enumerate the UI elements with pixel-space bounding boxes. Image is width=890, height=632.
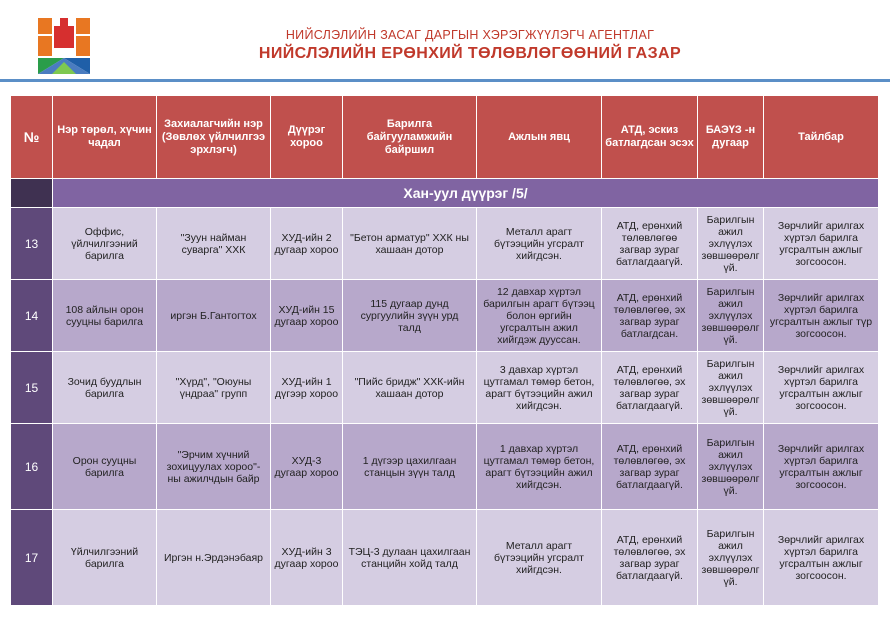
row-number: 14 xyxy=(11,280,53,352)
column-header-note: Тайлбар xyxy=(764,96,879,179)
district-row xyxy=(11,179,879,208)
agency-logo-icon xyxy=(38,18,90,74)
row-number: 15 xyxy=(11,352,53,424)
column-header-approval: АТД, эскиз батлагдсан эсэх xyxy=(602,96,698,179)
cell-district: ХУД-ийн 2 дугаар хороо xyxy=(271,208,343,280)
cell-district: ХУД-ийн 3 дугаар хороо xyxy=(271,510,343,606)
row-number: 13 xyxy=(11,208,53,280)
header-divider xyxy=(0,79,890,82)
cell-location: "Бетон арматур" ХХК ны хашаан дотор xyxy=(343,208,477,280)
cell-district: ХУД-ийн 1 дүгээр хороо xyxy=(271,352,343,424)
cell-district: ХУД-3 дугаар хороо xyxy=(271,424,343,510)
cell-approval: АТД, ерөнхий төлөвлөгөө загвар зураг батлагдаагүй. xyxy=(602,208,698,280)
cell-permit: Барилгын ажил эхлүүлэх зөвшөөрөлг үй. xyxy=(698,208,764,280)
cell-progress: Металл арагт бүтээцийн угсралт хийгдсэн. xyxy=(477,208,602,280)
cell-location: ТЭЦ-3 дулаан цахилгаан станцийн хойд талд xyxy=(343,510,477,606)
column-header-number: № xyxy=(11,96,53,179)
row-number: 17 xyxy=(11,510,53,606)
table-header-row xyxy=(11,96,879,179)
cell-note: Зөрчлийг арилгах хүртэл барилга угсралтын ажлыг зогсоосон. xyxy=(764,424,879,510)
cell-permit: Барилгын ажил эхлүүлэх зөвшөөрөлг үй. xyxy=(698,280,764,352)
agency-title: НИЙСЛЭЛИЙН ЗАСАГ ДАРГЫН ХЭРЭГЖҮҮЛЭГЧ АГЕНТЛАГ xyxy=(285,28,655,42)
cell-location: 1 дүгээр цахилгаан станцын зүүн талд xyxy=(343,424,477,510)
cell-client: "Эрчим хүчний зохицуулах хороо"- ны ажилчдын байр xyxy=(157,424,271,510)
cell-permit: Барилгын ажил эхлүүлэх зөвшөөрөлг үй. xyxy=(698,510,764,606)
construction-table xyxy=(10,95,879,606)
district-row-spacer xyxy=(11,179,53,208)
row-number: 16 xyxy=(11,424,53,510)
table-row xyxy=(11,424,879,510)
cell-client: иргэн Б.Гантогтох xyxy=(157,280,271,352)
cell-note: Зөрчлийг арилгах хүртэл барилга угсралтын ажлыг зогсоосон. xyxy=(764,208,879,280)
cell-progress: 12 давхар хүртэл барилгын арагт бүтээц болон өргийн угсралтын ажил хийгдэж дууссан. xyxy=(477,280,602,352)
column-header-client: Захиалагчийн нэр (Зөвлөх үйлчилгээ эрхлэгч) xyxy=(157,96,271,179)
cell-approval: АТД, ерөнхий төлөвлөгөө, эх загвар зураг батлагдаагүй. xyxy=(602,510,698,606)
cell-permit: Барилгын ажил эхлүүлэх зөвшөөрөлг үй. xyxy=(698,424,764,510)
table-row xyxy=(11,352,879,424)
column-header-permit: БАЭҮЗ -н дугаар xyxy=(698,96,764,179)
cell-progress: 1 давхар хүртэл цутгамал төмөр бетон, арагт бүтээцийн ажил хийгдсэн. xyxy=(477,424,602,510)
cell-location: "Пийс бридж" ХХК-ийн хашаан дотор xyxy=(343,352,477,424)
cell-type: Зочид буудлын барилга xyxy=(53,352,157,424)
office-title: НИЙСЛЭЛИЙН ЕРӨНХИЙ ТӨЛӨВЛӨГӨӨНИЙ ГАЗАР xyxy=(258,45,682,62)
column-header-type: Нэр төрөл, хүчин чадал xyxy=(53,96,157,179)
column-header-progress: Ажлын явц xyxy=(477,96,602,179)
table-row xyxy=(11,280,879,352)
cell-progress: Металл арагт бүтээцийн угсралт хийгдсэн. xyxy=(477,510,602,606)
cell-district: ХУД-ийн 15 дугаар хороо xyxy=(271,280,343,352)
column-header-district: Дүүрэг хороо xyxy=(271,96,343,179)
cell-permit: Барилгын ажил эхлүүлэх зөвшөөрөлг үй. xyxy=(698,352,764,424)
table-row xyxy=(11,510,879,606)
cell-location: 115 дугаар дунд сургуулийн зүүн урд талд xyxy=(343,280,477,352)
district-label: Хан-уул дүүрэг /5/ xyxy=(53,179,879,208)
cell-type: Үйлчилгээний барилга xyxy=(53,510,157,606)
cell-note: Зөрчлийг арилгах хүртэл барилга угсралтын ажлыг түр зогсоосон. xyxy=(764,280,879,352)
cell-type: 108 айлын орон сууцны барилга xyxy=(53,280,157,352)
table-row xyxy=(11,208,879,280)
cell-note: Зөрчлийг арилгах хүртэл барилга угсралтын ажлыг зогсоосон. xyxy=(764,510,879,606)
cell-progress: 3 давхар хүртэл цутгамал төмөр бетон, арагт бүтээцийн ажил хийгдсэн. xyxy=(477,352,602,424)
cell-client: Иргэн н.Эрдэнэбаяр xyxy=(157,510,271,606)
cell-approval: АТД, ерөнхий төлөвлөгөө, эх загвар зураг батлагдаагүй. xyxy=(602,352,698,424)
cell-type: Орон сууцны барилга xyxy=(53,424,157,510)
cell-client: "Зуун найман суварга" ХХК xyxy=(157,208,271,280)
cell-type: Оффис, үйлчилгээний барилга xyxy=(53,208,157,280)
cell-approval: АТД, ерөнхий төлөвлөгөө, эх загвар зураг батлагдсан. xyxy=(602,280,698,352)
cell-note: Зөрчлийг арилгах хүртэл барилга угсралтын ажлыг зогсоосон. xyxy=(764,352,879,424)
cell-client: "Хүрд", "Оюуны үндраа" групп xyxy=(157,352,271,424)
cell-approval: АТД, ерөнхий төлөвлөгөө, эх загвар зураг батлагдаагүй. xyxy=(602,424,698,510)
column-header-location: Барилга байгууламжийн байршил xyxy=(343,96,477,179)
